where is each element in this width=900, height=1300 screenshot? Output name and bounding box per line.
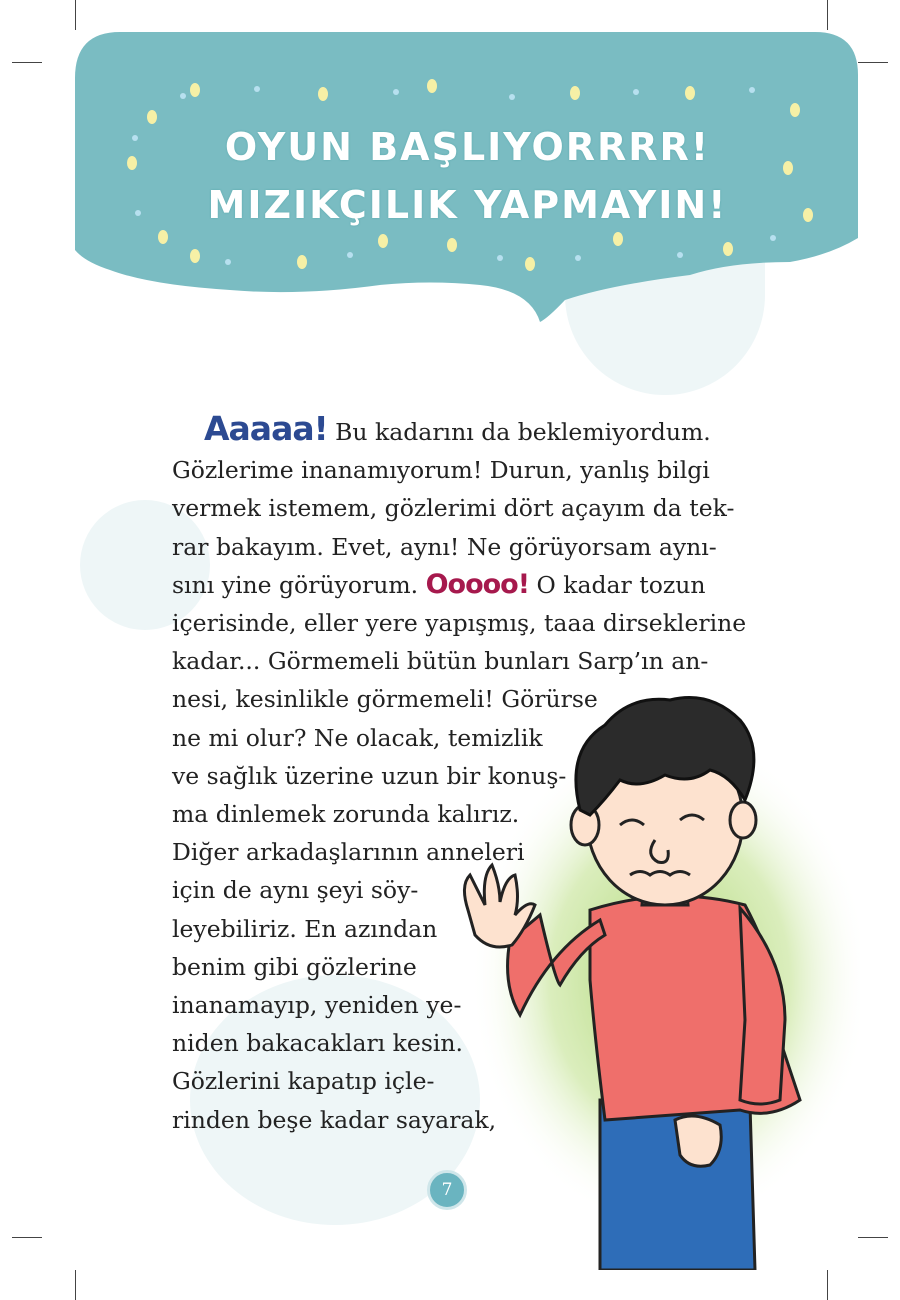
chapter-title xyxy=(75,118,860,234)
text-line: Gözlerini kapatıp içle- xyxy=(172,1067,435,1096)
text-line: Gözlerime inanamıyorum! Durun, yanlış bilgi xyxy=(172,456,710,485)
story-text xyxy=(172,409,747,1139)
text-line: nesi, kesinlikle görmemeli! Görürse xyxy=(172,685,598,714)
text-line: benim gibi gözlerine xyxy=(172,952,417,981)
chapter-title-line-1: OYUN BAŞLIYORRRR! xyxy=(224,125,711,169)
text-line: ve sağlık üzerine uzun bir konuş- xyxy=(172,761,567,790)
crop-mark xyxy=(827,1270,828,1300)
text-line: ne mi olur? Ne olacak, temizlik xyxy=(172,723,543,752)
text-line: ma dinlemek zorunda kalırız. xyxy=(172,800,520,829)
text-line: rinden beşe kadar sayarak, xyxy=(172,1105,497,1134)
text-line: rar bakayım. Evet, aynı! Ne görüyorsam aynı- xyxy=(172,532,717,561)
text-line: leyebiliriz. En azından xyxy=(172,914,438,943)
text-line: inanamayıp, yeniden ye- xyxy=(172,991,462,1020)
text-line: içerisinde, eller yere yapışmış, taaa dirseklerine xyxy=(172,609,747,638)
text-line: için de aynı şeyi söy- xyxy=(172,876,419,905)
text-line: niden bakacakları kesin. xyxy=(172,1029,463,1058)
text-line: kadar... Görmemeli bütün bunları Sarp’ın an- xyxy=(172,647,709,676)
text-line: Aaaaa! Bu kadarını da beklemiyordum. xyxy=(204,409,711,448)
chapter-header-banner xyxy=(0,0,900,340)
chapter-title-line-2: MIZIKÇILIK YAPMAYIN! xyxy=(207,183,728,227)
exclamation-aaaaa: Aaaaa! xyxy=(204,409,328,448)
text-line: Diğer arkadaşlarının anneleri xyxy=(172,838,525,867)
text-line: vermek istemem, gözlerimi dört açayım da tek- xyxy=(172,494,735,523)
text-line: sını yine görüyorum. Ooooo! O kadar tozun xyxy=(172,568,706,600)
crop-mark xyxy=(858,1237,888,1238)
exclamation-ooooo: Ooooo! xyxy=(425,568,530,600)
page-number: 7 xyxy=(427,1170,467,1210)
crop-mark xyxy=(12,1237,42,1238)
crop-mark xyxy=(75,1270,76,1300)
